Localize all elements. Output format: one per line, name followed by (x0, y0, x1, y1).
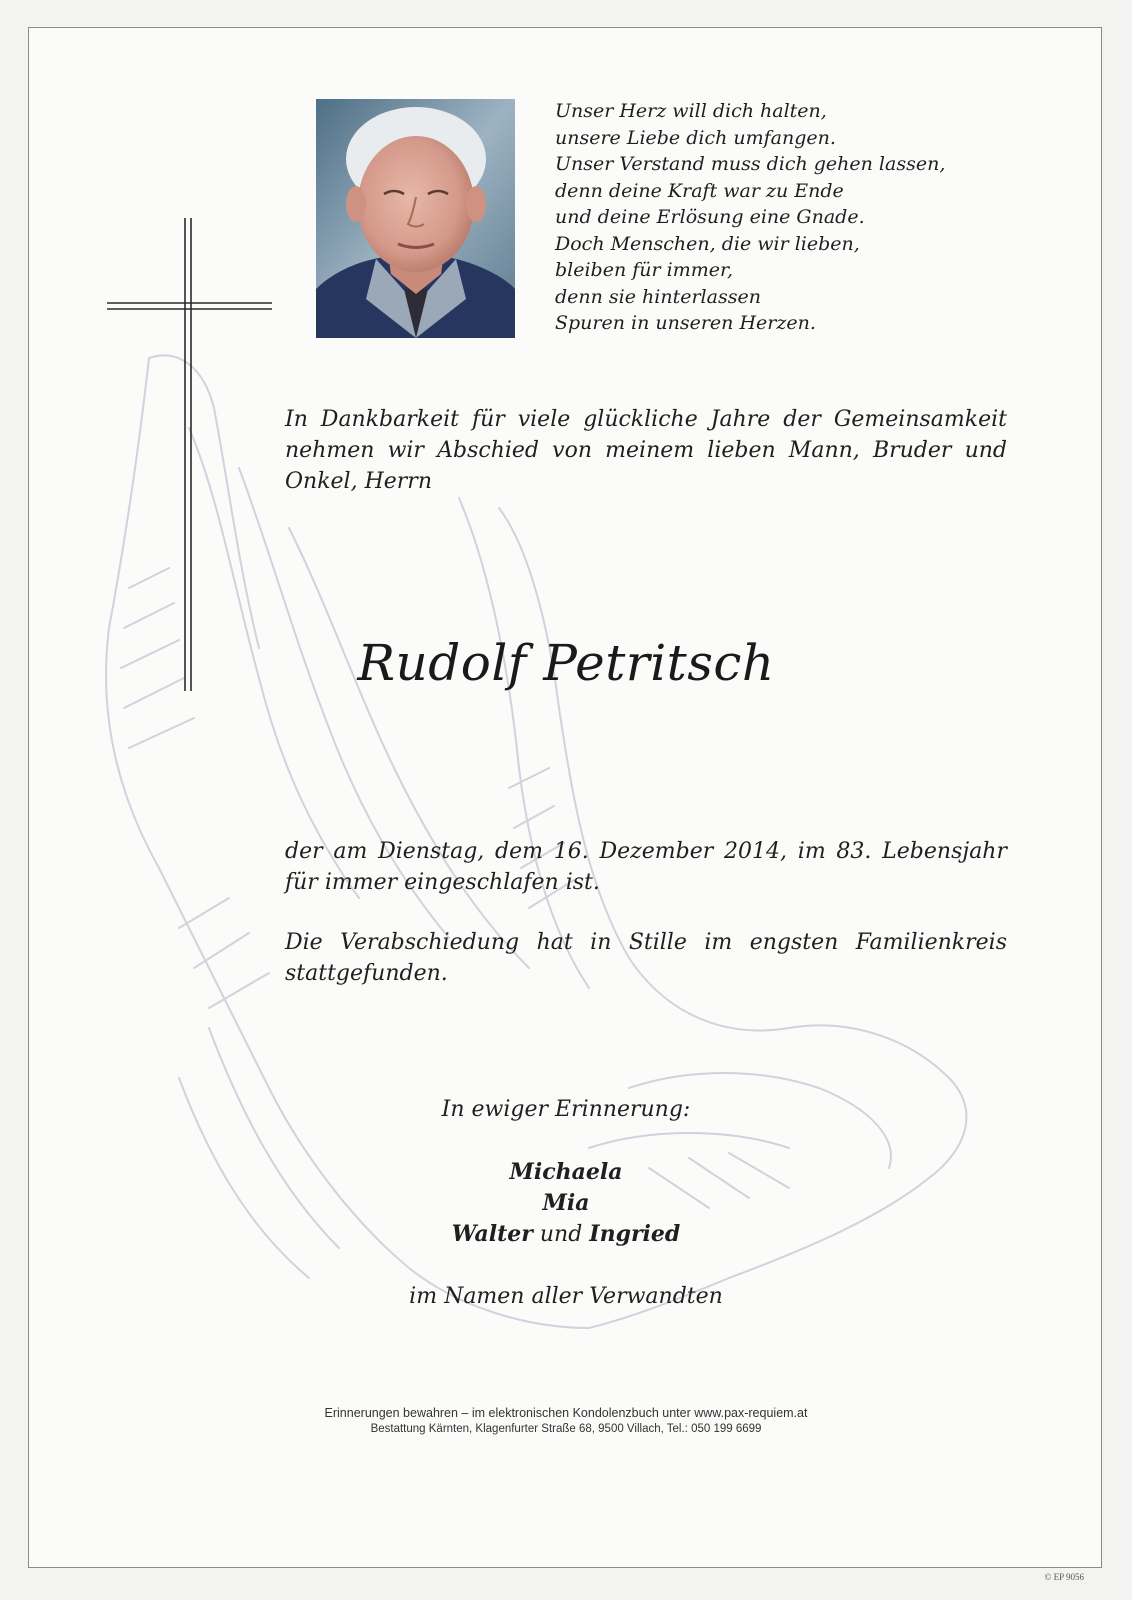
poem-line: Doch Menschen, die wir lieben, (555, 232, 860, 255)
signer-mia: Mia (542, 1190, 590, 1216)
poem-line: Unser Herz will dich halten, (555, 100, 827, 122)
signer-conjunction: und (539, 1222, 583, 1247)
signer-michaela: Michaela (509, 1159, 623, 1185)
poem-line: denn deine Kraft war zu Ende (555, 179, 844, 202)
form-code: © EP 9056 (1044, 1572, 1084, 1582)
poem-line: denn sie hinterlassen (555, 285, 761, 308)
farewell-paragraph: Die Verabschiedung hat in Stille im engsten Familienkreis stattgefunden. (285, 930, 1007, 986)
poem-line: bleiben für immer, (555, 259, 734, 281)
signer-ingried: Ingried (589, 1221, 681, 1247)
relatives-line: im Namen aller Verwandten (409, 1284, 723, 1309)
deceased-name: Rudolf Petritsch (357, 634, 775, 692)
intro-paragraph: In Dankbarkeit für viele glückliche Jahre der Gemeinsamkeit nehmen wir Abschied von meinem lieben Mann, Bruder und Onkel, Herrn (285, 407, 1007, 494)
footer-condolence-line: Erinnerungen bewahren – im elektronischen Kondolenzbuch unter www.pax-requiem.at (324, 1406, 808, 1420)
signer-walter-ingried (29, 1219, 1102, 1250)
death-paragraph: der am Dienstag, dem 16. Dezember 2014, im 83. Lebensjahr für immer eingeschlafen ist. (285, 839, 1007, 895)
poem-line: unsere Liebe dich umfangen. (555, 126, 836, 149)
portrait-photo (316, 99, 515, 338)
poem (555, 98, 1075, 337)
footer-address-line: Bestattung Kärnten, Klagenfurter Straße 68, 9500 Villach, Tel.: 050 199 6699 (370, 1423, 762, 1435)
signer-walter: Walter (451, 1221, 533, 1247)
obituary-card (28, 27, 1102, 1568)
poem-line: Unser Verstand muss dich gehen lassen, (555, 153, 946, 175)
remembrance-heading: In ewiger Erinnerung: (441, 1097, 691, 1122)
poem-line: Spuren in unseren Herzen. (555, 312, 816, 334)
poem-line: und deine Erlösung eine Gnade. (555, 206, 865, 228)
